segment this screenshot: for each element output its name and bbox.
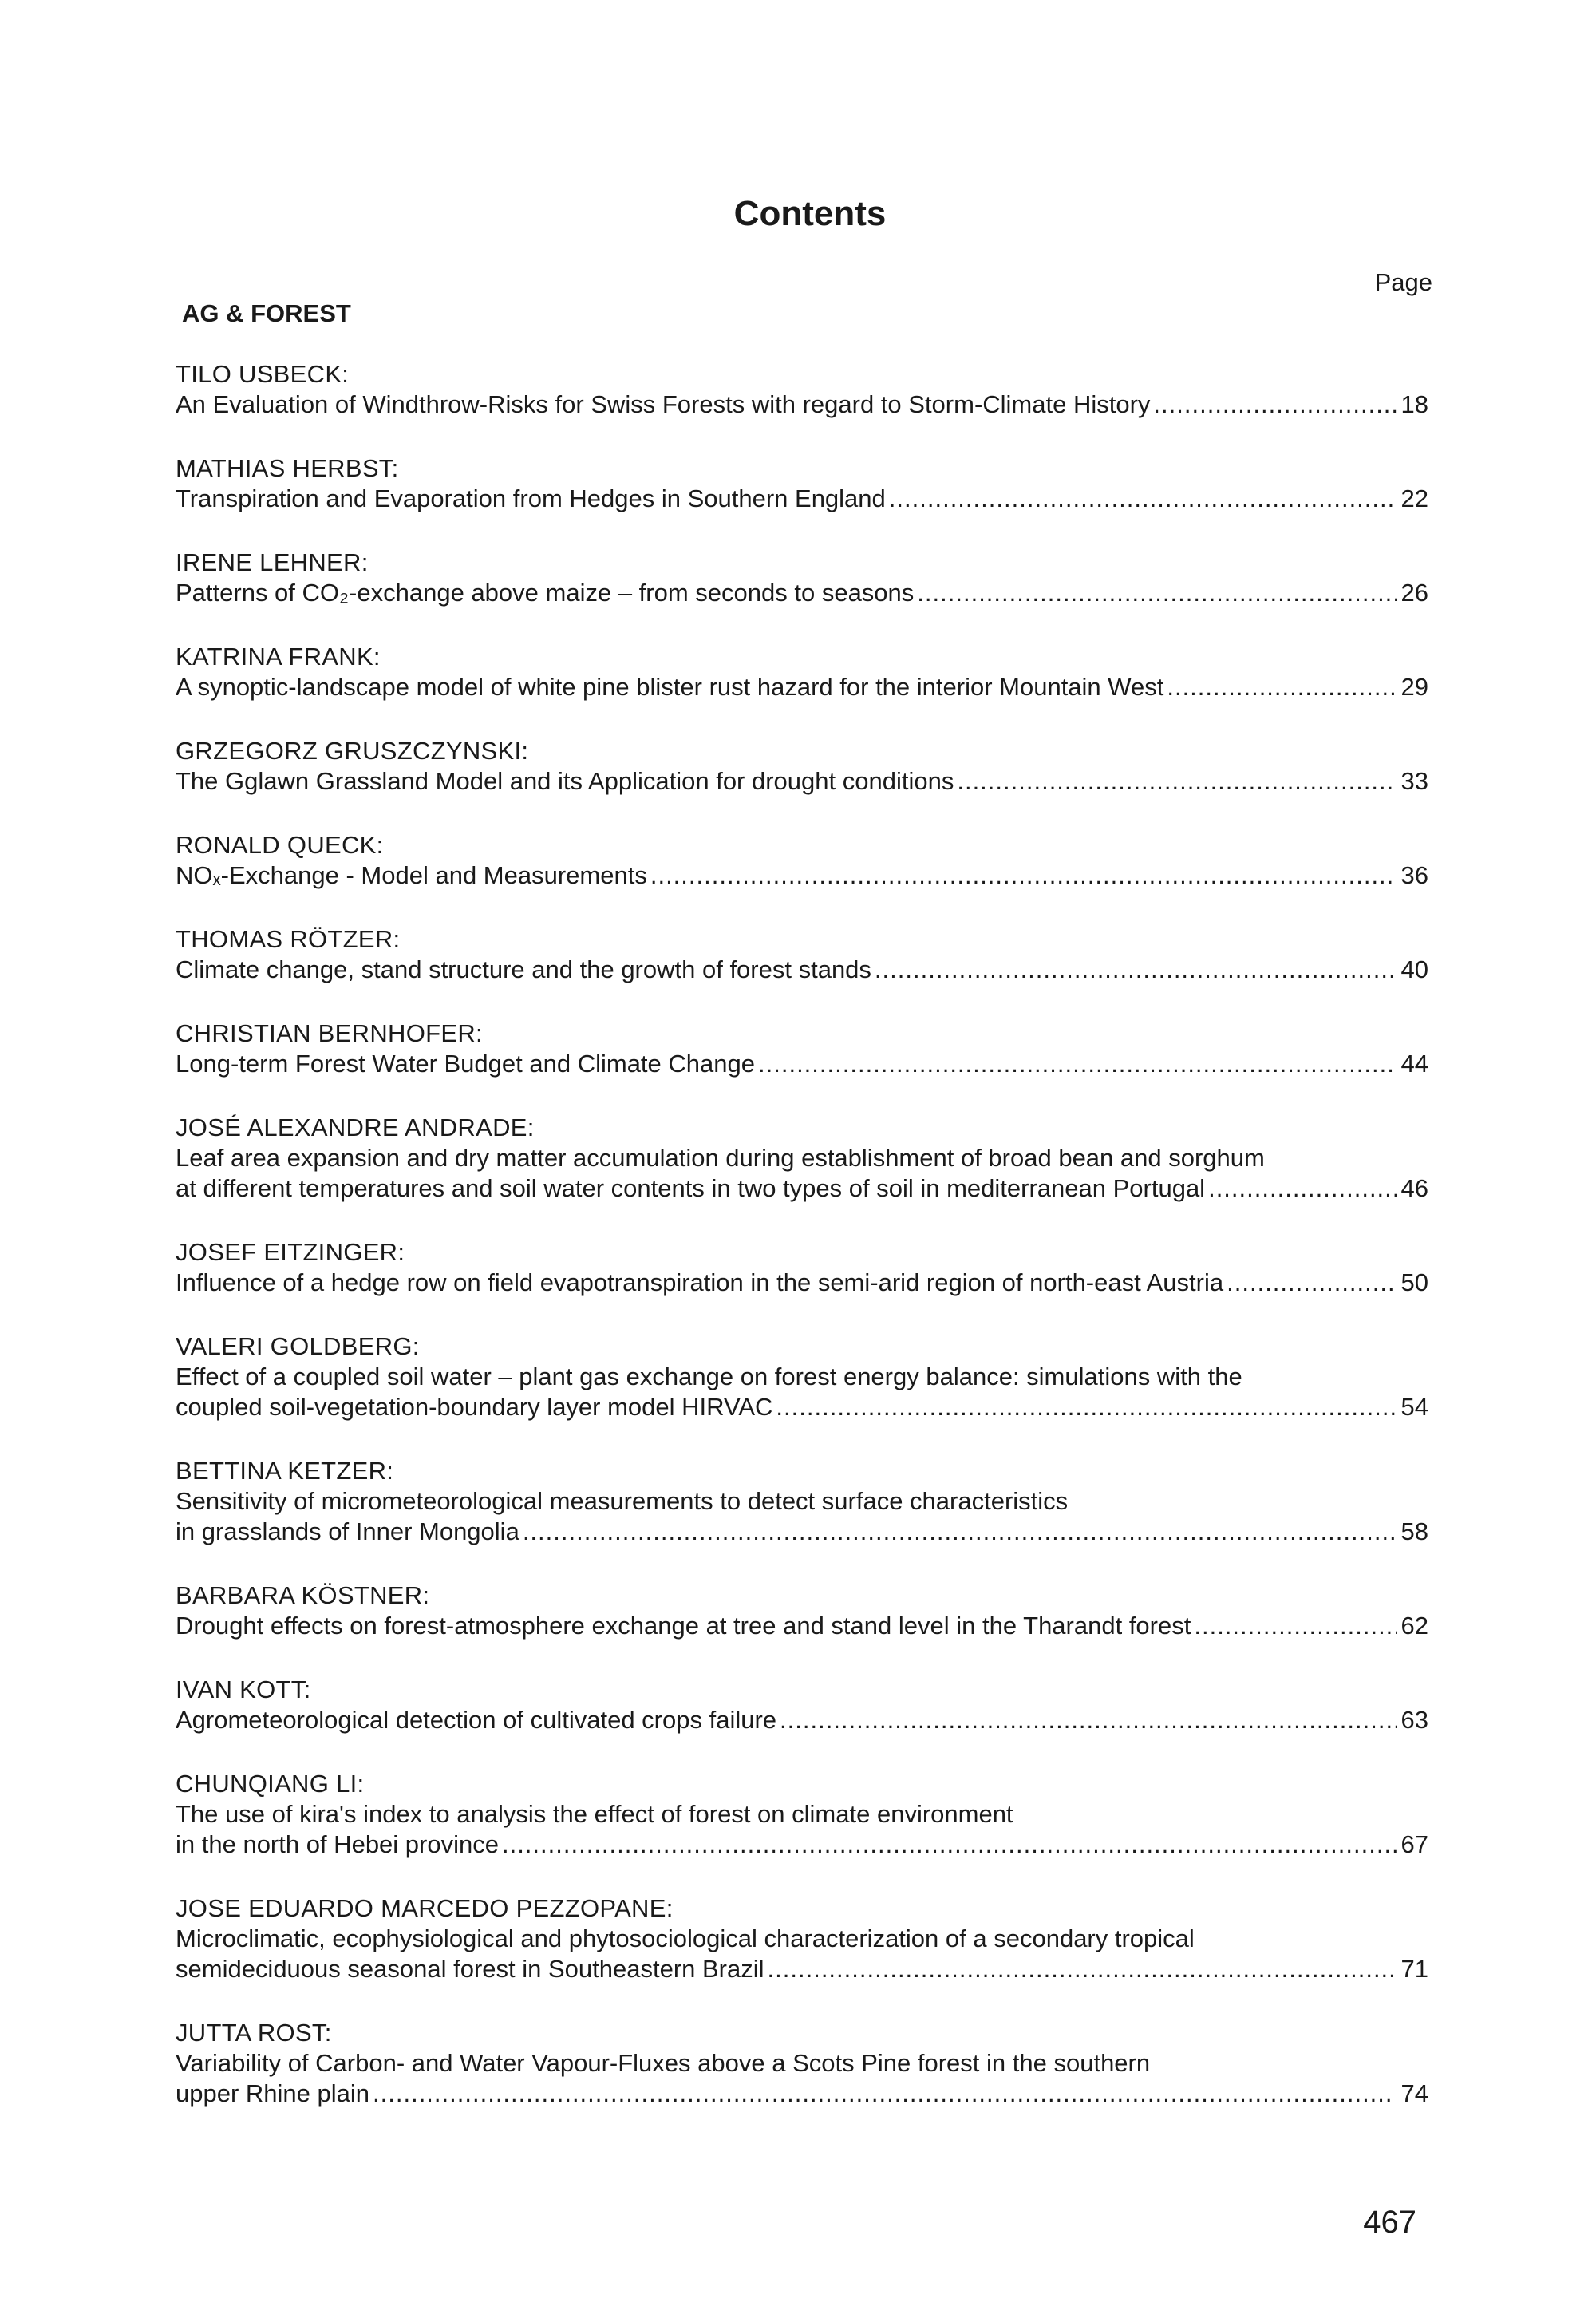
toc-entry-title-row	[176, 766, 1428, 797]
dot-leader	[758, 1049, 1396, 1079]
toc-entry-author: IRENE LEHNER:	[176, 548, 369, 576]
toc-entry-page: 67	[1400, 1830, 1428, 1858]
dot-leader	[768, 1954, 1396, 1984]
page-title: Contents	[733, 194, 887, 233]
toc-entry-title: NOₓ-Exchange - Model and Measurements	[176, 861, 647, 889]
toc-entry-page: 46	[1400, 1174, 1428, 1202]
toc-entry-page: 50	[1400, 1268, 1428, 1296]
toc-entry-author: VALERI GOLDBERG:	[176, 1332, 420, 1360]
toc-entry-page: 22	[1400, 485, 1428, 512]
toc-entry-title: The Gglawn Grassland Model and its Application for drought conditions	[176, 767, 954, 795]
toc-entry-page: 63	[1400, 1706, 1428, 1734]
section-heading: AG & FOREST	[182, 299, 351, 327]
toc-entry-title-line: Sensitivity of micrometeorological measurements to detect surface characteristics	[176, 1487, 1069, 1515]
toc-entry-title-row	[176, 1049, 1428, 1079]
toc-entry-title-row	[176, 1517, 1428, 1547]
toc-entry-title-line: Effect of a coupled soil water – plant gas exchange on forest energy balance: simulations with the	[176, 1363, 1242, 1390]
toc-entry-author: JOSE EDUARDO MARCEDO PEZZOPANE:	[176, 1894, 674, 1922]
toc-entry-title-row	[176, 390, 1428, 420]
toc-entry-title-line: The use of kira's index to analysis the effect of forest on climate environment	[176, 1800, 1013, 1828]
toc-entry	[176, 548, 1428, 608]
toc-entry-page: 33	[1400, 767, 1428, 795]
toc-entry-author: CHRISTIAN BERNHOFER:	[176, 1019, 483, 1047]
toc-entry-title: Influence of a hedge row on field evapotranspiration in the semi-arid region of north-east Austria	[176, 1268, 1224, 1296]
toc-entry-title: Agrometeorological detection of cultivated crops failure	[176, 1706, 777, 1734]
toc-entry-author: JUTTA ROST:	[176, 2019, 332, 2047]
toc-entry-author: JOSÉ ALEXANDRE ANDRADE:	[176, 1114, 535, 1141]
toc-entry-author: KATRINA FRANK:	[176, 643, 381, 670]
dot-leader	[780, 1705, 1396, 1735]
toc-entry-title: A synoptic-landscape model of white pine blister rust hazard for the interior Mountain West	[176, 673, 1164, 701]
toc-entry-author: MATHIAS HERBST:	[176, 454, 399, 482]
dot-leader	[1208, 1173, 1396, 1204]
toc-entry-page: 58	[1400, 1517, 1428, 1545]
toc-entry-title: in the north of Hebei province	[176, 1830, 499, 1858]
toc-entry	[176, 1331, 1428, 1422]
dot-leader	[1227, 1268, 1396, 1298]
toc-entry-title: in grasslands of Inner Mongolia	[176, 1517, 519, 1545]
toc-entry	[176, 642, 1428, 702]
toc-entry	[176, 1675, 1428, 1735]
toc-entry-title: Climate change, stand structure and the growth of forest stands	[176, 955, 871, 983]
toc-entry-title: upper Rhine plain	[176, 2079, 370, 2107]
toc-entry-title-row	[176, 1611, 1428, 1641]
toc-entry-author: BETTINA KETZER:	[176, 1457, 394, 1485]
toc-entry	[176, 830, 1428, 891]
dot-leader	[1194, 1611, 1396, 1641]
toc-entry-title-row	[176, 955, 1428, 985]
toc-entry-title: An Evaluation of Windthrow-Risks for Swiss Forests with regard to Storm-Climate History	[176, 390, 1151, 418]
toc-entry-page: 36	[1400, 861, 1428, 889]
toc-entry	[176, 1769, 1428, 1860]
toc-entry-page: 18	[1400, 390, 1428, 418]
toc-entry-title-row	[176, 2079, 1428, 2109]
toc-entry	[176, 1893, 1428, 1984]
dot-leader	[776, 1392, 1396, 1422]
toc-entry-title: Drought effects on forest-atmosphere exchange at tree and stand level in the Tharandt forest	[176, 1612, 1191, 1640]
toc-entry-title-row	[176, 578, 1428, 608]
toc-entry-title-row	[176, 672, 1428, 702]
toc-entry-page: 71	[1400, 1955, 1428, 1983]
toc-entry-title-row	[176, 1392, 1428, 1422]
toc-entry-page: 29	[1400, 673, 1428, 701]
toc-entry-title: Transpiration and Evaporation from Hedges in Southern England	[176, 485, 886, 512]
toc-entry-title-line: Leaf area expansion and dry matter accumulation during establishment of broad bean and sorghum	[176, 1144, 1265, 1172]
dot-leader	[502, 1829, 1396, 1860]
toc-entry-title-row	[176, 1954, 1428, 1984]
toc-entry-title: Long-term Forest Water Budget and Climate Change	[176, 1050, 755, 1078]
toc-entry	[176, 453, 1428, 514]
toc-entry-title-line: Variability of Carbon- and Water Vapour-Fluxes above a Scots Pine forest in the southern	[176, 2049, 1151, 2077]
page-number: 467	[1363, 2205, 1416, 2240]
toc-entry	[176, 1019, 1428, 1079]
toc-entry-author: TILO USBECK:	[176, 360, 350, 388]
dot-leader	[957, 766, 1396, 797]
dot-leader	[1167, 672, 1396, 702]
toc-entry-author: RONALD QUECK:	[176, 831, 384, 859]
toc-entry-author: BARBARA KÖSTNER:	[176, 1581, 430, 1609]
dot-leader	[917, 578, 1396, 608]
toc-entry-author: JOSEF EITZINGER:	[176, 1238, 405, 1266]
dot-leader	[875, 955, 1396, 985]
toc-entry-title: coupled soil-vegetation-boundary layer model HIRVAC	[176, 1393, 773, 1421]
toc-entry	[176, 1113, 1428, 1204]
toc-entry	[176, 2018, 1428, 2109]
toc-entry-author: GRZEGORZ GRUSZCZYNSKI:	[176, 737, 529, 765]
toc-entry-page: 26	[1400, 579, 1428, 607]
dot-leader	[650, 860, 1396, 891]
toc-entry-title-row	[176, 1829, 1428, 1860]
dot-leader	[889, 484, 1396, 514]
toc-entry-title-row	[176, 860, 1428, 891]
toc-entry-title-row	[176, 1173, 1428, 1204]
dot-leader	[523, 1517, 1396, 1547]
dot-leader	[373, 2079, 1393, 2109]
toc-entry	[176, 1456, 1428, 1547]
toc-entry-title: at different temperatures and soil water contents in two types of soil in mediterranean Portugal	[176, 1174, 1206, 1202]
toc-entry	[176, 924, 1428, 985]
toc-entry-page: 40	[1400, 955, 1428, 983]
toc-entry	[176, 1237, 1428, 1298]
toc-entry-title-row	[176, 1268, 1428, 1298]
toc-entry-title-row	[176, 484, 1428, 514]
toc-entry-page: 74	[1400, 2079, 1428, 2107]
toc-entry-page: 44	[1400, 1050, 1428, 1078]
toc-entry	[176, 1580, 1428, 1641]
toc-entry-author: IVAN KOTT:	[176, 1675, 311, 1703]
toc-entry	[176, 736, 1428, 797]
toc-entry-author: CHUNQIANG LI:	[176, 1770, 365, 1798]
toc-entry-page: 54	[1400, 1393, 1428, 1421]
toc-entry-title-row	[176, 1705, 1428, 1735]
table-of-contents	[176, 359, 1428, 2142]
dot-leader	[1153, 390, 1396, 420]
toc-entry-page: 62	[1400, 1612, 1428, 1640]
toc-entry-title-line: Microclimatic, ecophysiological and phytosociological characterization of a secondary tropical	[176, 1924, 1195, 1952]
page-column-label: Page	[1374, 268, 1432, 296]
toc-entry-title: Patterns of CO₂-exchange above maize – from seconds to seasons	[176, 579, 915, 607]
toc-entry-author: THOMAS RÖTZER:	[176, 925, 401, 953]
toc-entry	[176, 359, 1428, 420]
toc-entry-title: semideciduous seasonal forest in Southeastern Brazil	[176, 1955, 764, 1983]
